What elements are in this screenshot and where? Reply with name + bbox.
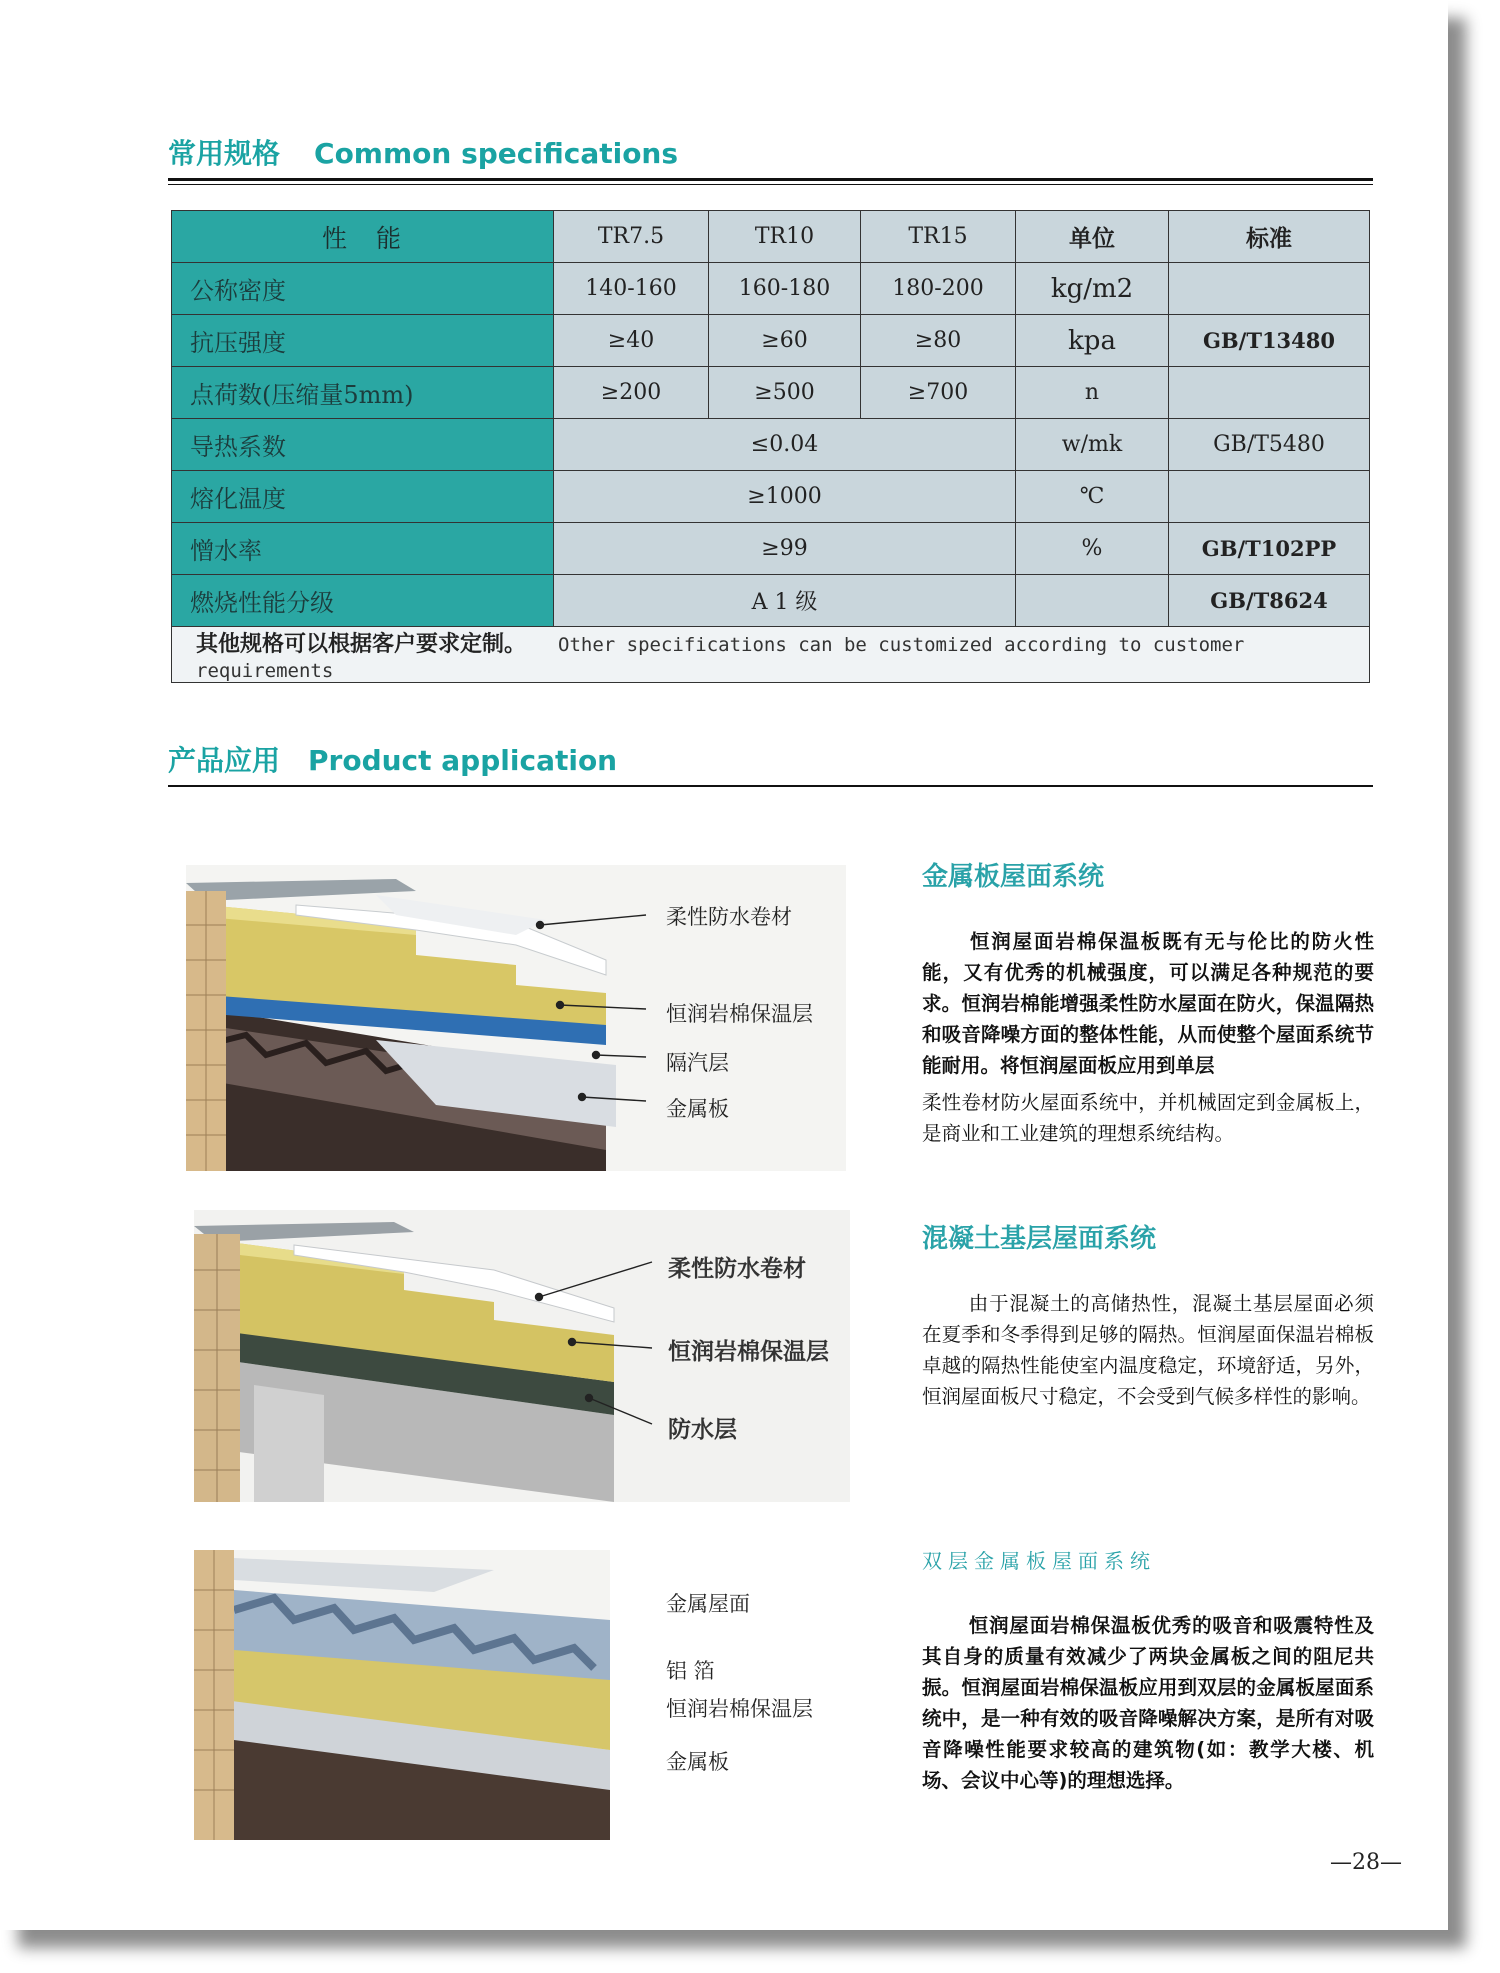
cell-unit: % — [1016, 523, 1169, 575]
cell-standard: GB/T102PP — [1169, 523, 1370, 575]
cell-merged-value: A 1 级 — [554, 575, 1016, 627]
row-label: 导热系数 — [172, 419, 554, 471]
system-1-title: 金属板屋面系统 — [922, 862, 1105, 892]
header-tr10: TR10 — [709, 211, 861, 263]
double-metal-roof-diagram — [194, 1550, 610, 1840]
callout-rockwool-layer-2: 恒润岩棉保温层 — [668, 1339, 829, 1365]
header-standard: 标准 — [1169, 211, 1370, 263]
row-label: 熔化温度 — [172, 471, 554, 523]
cell-tr10: ≥500 — [709, 367, 861, 419]
cell-standard: GB/T13480 — [1169, 315, 1370, 367]
cell-tr15: ≥80 — [861, 315, 1016, 367]
cell-unit: kg/m2 — [1016, 263, 1169, 315]
cell-unit: n — [1016, 367, 1169, 419]
page-number: —28— — [1330, 1850, 1402, 1875]
cell-tr15: 180-200 — [861, 263, 1016, 315]
cell-merged-value: ≥1000 — [554, 471, 1016, 523]
callout-rockwool-layer: 恒润岩棉保温层 — [666, 1002, 813, 1026]
system-1-bold-body: 恒润屋面岩棉保温板既有无与伦比的防火性能，又有优秀的机械强度，可以满足各种规范的要求。恒润岩棉能增强柔性防水屋面在防火，保温隔热和吸音降噪方面的整体性能，从而使整个屋面系统节能耐用。将恒润屋面板应用到单层 — [922, 930, 1374, 1077]
application-rule — [168, 785, 1373, 787]
callout-metal-roof: 金属屋面 — [666, 1592, 750, 1616]
spec-title-cn: 常用规格 — [168, 137, 281, 170]
cell-standard — [1169, 367, 1370, 419]
table-note-row — [172, 627, 1370, 683]
header-tr15: TR15 — [861, 211, 1016, 263]
system-3-text — [922, 1610, 1374, 1796]
callout-vapour-barrier: 隔汽层 — [666, 1051, 729, 1075]
cell-unit — [1016, 575, 1169, 627]
table-row — [172, 419, 1370, 471]
cell-unit: kpa — [1016, 315, 1169, 367]
table-header-row — [172, 211, 1370, 263]
cell-standard: GB/T5480 — [1169, 419, 1370, 471]
cell-merged-value: ≥99 — [554, 523, 1016, 575]
callout-rockwool-layer-3: 恒润岩棉保温层 — [666, 1697, 813, 1721]
application-section-title — [168, 739, 617, 779]
cell-merged-value: ≤0.04 — [554, 419, 1016, 471]
cell-tr75: ≥200 — [554, 367, 709, 419]
spec-rule-thin — [168, 184, 1373, 185]
cell-standard — [1169, 471, 1370, 523]
table-row — [172, 367, 1370, 419]
header-tr75: TR7.5 — [554, 211, 709, 263]
cell-tr75: 140-160 — [554, 263, 709, 315]
spec-table — [171, 210, 1370, 683]
application-title-en: Product application — [308, 744, 618, 777]
system-2-body: 由于混凝土的高储热性，混凝土基层屋面必须在夏季和冬季得到足够的隔热。恒润屋面保温岩棉板卓越的隔热性能使室内温度稳定，环境舒适，另外，恒润屋面板尺寸稳定，不会受到气候多样性的影响。 — [922, 1292, 1374, 1408]
system-2-text — [922, 1288, 1374, 1412]
callout-aluminium-foil: 铝 箔 — [666, 1659, 715, 1683]
spec-rule — [168, 178, 1373, 181]
row-label: 公称密度 — [172, 263, 554, 315]
table-row — [172, 263, 1370, 315]
cell-standard — [1169, 263, 1370, 315]
custom-note — [172, 627, 1370, 683]
note-en: Other specifications can be customized according to customer requirements — [196, 634, 1245, 682]
cell-tr15: ≥700 — [861, 367, 1016, 419]
cell-tr10: ≥60 — [709, 315, 861, 367]
row-label: 抗压强度 — [172, 315, 554, 367]
cell-tr75: ≥40 — [554, 315, 709, 367]
cell-unit: w/mk — [1016, 419, 1169, 471]
cell-tr10: 160-180 — [709, 263, 861, 315]
callout-metal-sheet-3: 金属板 — [666, 1750, 729, 1774]
cell-standard: GB/T8624 — [1169, 575, 1370, 627]
note-cn: 其他规格可以根据客户要求定制。 — [196, 632, 527, 657]
row-label: 点荷数(压缩量5mm) — [172, 367, 554, 419]
header-unit: 单位 — [1016, 211, 1169, 263]
spec-title-en: Common specifications — [314, 137, 679, 170]
system-1-text-normal: 柔性卷材防火屋面系统中，并机械固定到金属板上，是商业和工业建筑的理想系统结构。 — [922, 1091, 1374, 1145]
callout-metal-sheet: 金属板 — [666, 1097, 729, 1121]
table-row — [172, 315, 1370, 367]
row-label: 憎水率 — [172, 523, 554, 575]
spec-section-title — [168, 132, 678, 172]
callout-flexible-membrane: 柔性防水卷材 — [666, 905, 792, 929]
system-3-body: 恒润屋面岩棉保温板优秀的吸音和吸震特性及其自身的质量有效减少了两块金属板之间的阻尼共振。恒润屋面岩棉保温板应用到双层的金属板屋面系统中，是一种有效的吸音降噪解决方案，是所有对吸音降噪性能要求较高的建筑物(如：教学大楼、机场、会议中心等)的理想选择。 — [922, 1614, 1374, 1792]
callout-waterproof-layer: 防水层 — [668, 1417, 737, 1443]
cell-unit: ℃ — [1016, 471, 1169, 523]
application-title-cn: 产品应用 — [168, 744, 281, 777]
system-3-title: 双层金属板屋面系统 — [922, 1549, 1156, 1573]
system-2-title: 混凝土基层屋面系统 — [922, 1224, 1157, 1254]
header-property: 性 能 — [172, 211, 554, 263]
table-row — [172, 523, 1370, 575]
table-row — [172, 575, 1370, 627]
callout-flexible-membrane-2: 柔性防水卷材 — [668, 1256, 806, 1282]
row-label: 燃烧性能分级 — [172, 575, 554, 627]
table-row — [172, 471, 1370, 523]
system-1-text-bold — [922, 926, 1374, 1081]
